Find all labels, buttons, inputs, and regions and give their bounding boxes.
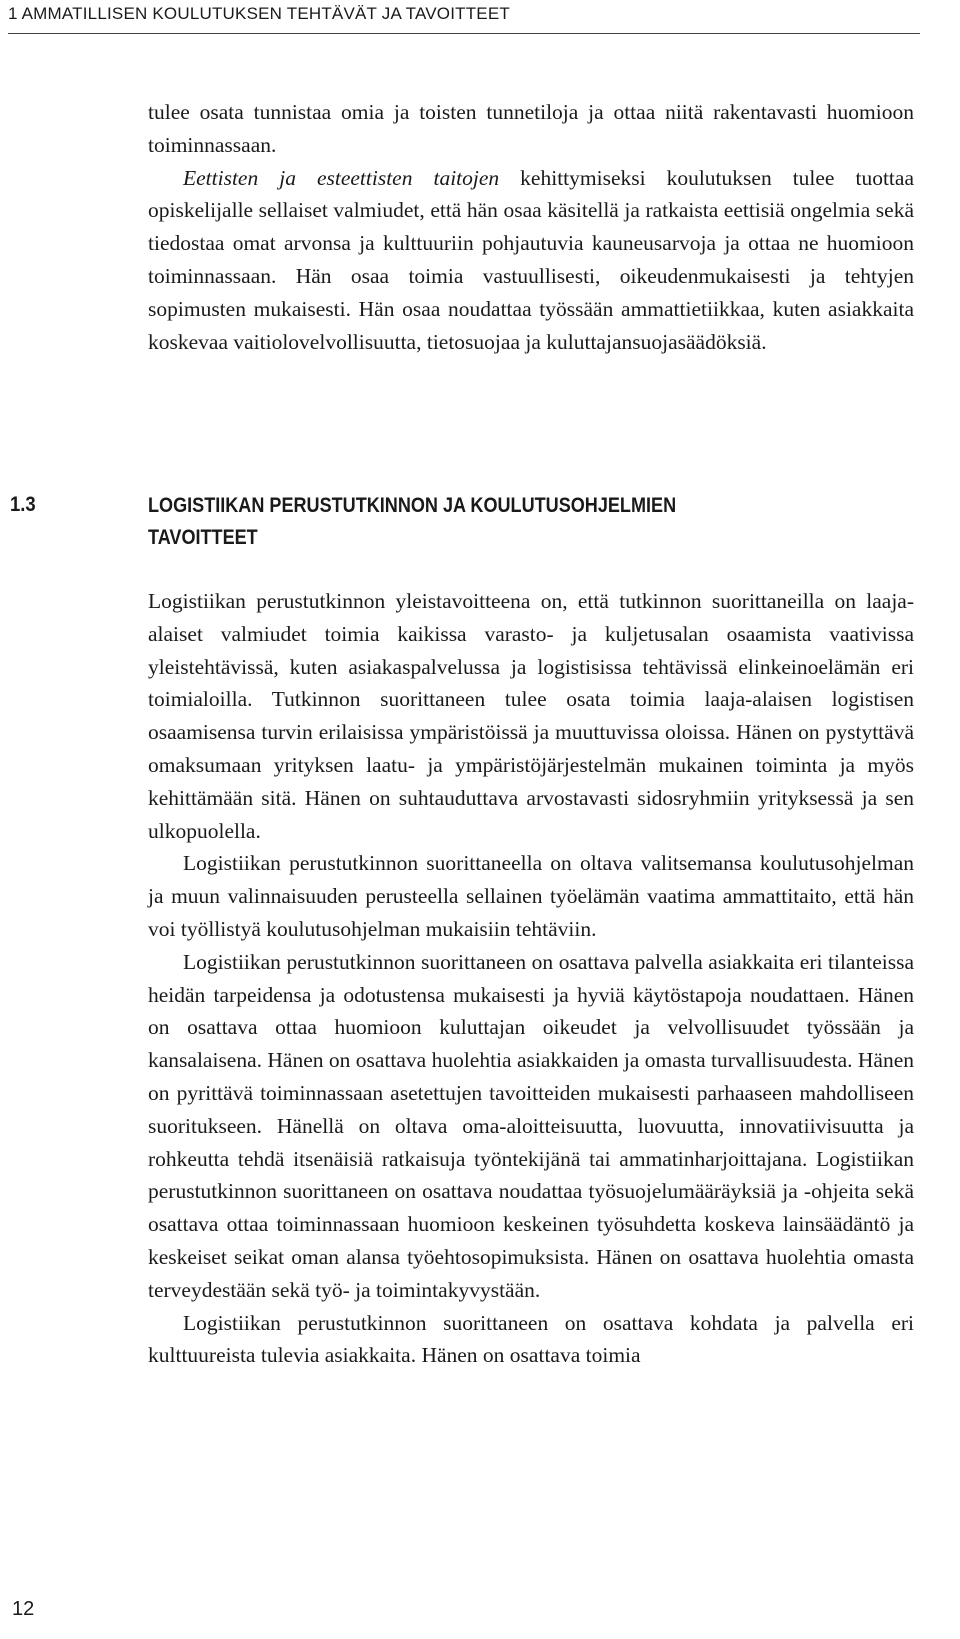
intro-continuation-paragraph: tulee osata tunnistaa omia ja toisten tunnetiloja ja ottaa niitä rakentavasti huomioon toiminnassaan.	[148, 100, 914, 157]
section-title-line-2: TAVOITTEET	[148, 526, 258, 549]
paragraph-general-goal: Logistiikan perustutkinnon yleistavoitteena on, että tutkinnon suorittaneilla on laaja-alaiset valmiudet toimia kaikissa varasto- ja kuljetusalan osaamista vaativissa yleistehtävissä, kuten asiakaspalvelussa ja logistisissa tehtävissä elinkeinoelämän eri toimialoilla. Tutkinnon suorittaneen tulee osata toimia laaja-alaisen logistisen osaamisensa turvin erilaisissa ympäristöissä ja muuttuvissa oloissa. Hänen on pystyttävä omaksumaan yrityksen laatu- ja ympäristöjärjestelmän mukainen toiminta ja myös kehittämään sitä. Hänen on suhtauduttava arvostavasti sidosryhmiin yrityksessä ja sen ulkopuolella.	[148, 589, 914, 843]
section-title-line-1: LOGISTIIKAN PERUSTUTKINNON JA KOULUTUSOHJELMIEN	[148, 494, 677, 517]
header-rule	[8, 33, 920, 34]
ethics-text: kehittymiseksi koulutuksen tulee tuottaa opiskelijalle sellaiset valmiudet, että hän osaa käsitellä ja ratkaista eettisiä ongelmia sekä tiedostaa omat arvonsa ja kulttuuriin pohjautuvia kauneusarvoja ja ottaa ne huomioon toiminnassaan. Hän osaa toimia vastuullisesti, oikeudenmukaisesti ja tehtyjen sopimusten mukaisesti. Hän osaa noudattaa työssään ammattietiikkaa, kuten asiakkaita koskevaa vaitiolovelvollisuutta, tietosuojaa ja kuluttajansuojasäädöksiä.	[148, 165, 914, 354]
page-number: 12	[12, 1598, 35, 1620]
intro-block	[148, 96, 914, 358]
paragraph-customer-service: Logistiikan perustutkinnon suorittaneen on osattava palvella asiakkaita eri tilanteissa heidän tarpeidensa ja odotustensa mukaisesti ja hyviä käytöstapoja noudattaen. Hänen on osattava ottaa huomioon kuluttajan oikeudet ja velvollisuudet työssään ja kansalaisena. Hänen on osattava huolehtia asiakkaiden ja omasta turvallisuudesta. Hänen on pyrittävä toiminnassaan asetettujen tavoitteiden mukaisesti parhaaseen mahdolliseen suoritukseen. Hänellä on oltava oma-aloitteisuutta, luovuutta, innovatiivisuutta ja rohkeutta tehdä itsenäisiä ratkaisuja työntekijänä tai ammatinharjoittajana. Logistiikan perustutkinnon suorittaneen on osattava noudattaa työsuojelumääräyksiä ja -ohjeita sekä osattava ottaa toiminnassaan huomioon keskeinen työsuhdetta koskeva lainsäädäntö ja keskeiset seikat oman alansa työehtosopimuksista. Hänen on osattava huolehtia omasta terveydestään sekä työ- ja toimintakyvystään.	[148, 949, 914, 1302]
ethics-term: Eettisten ja esteettisten taitojen	[183, 165, 500, 190]
running-header: 1 AMMATILLISEN KOULUTUKSEN TEHTÄVÄT JA TAVOITTEET	[8, 4, 510, 23]
paragraph-cultures: Logistiikan perustutkinnon suorittaneen on osattava kohdata ja palvella eri kulttuureista tulevia asiakkaita. Hänen on osattava toimia	[148, 1310, 914, 1368]
paragraph-study-programme: Logistiikan perustutkinnon suorittaneella on oltava valitsemansa koulutusohjelman ja muun valinnaisuuden perusteella sellainen työelämän vaatima ammattitaito, että hän voi työllistyä koulutusohjelman mukaisiin tehtäviin.	[148, 851, 914, 941]
main-text-block	[148, 585, 914, 1372]
ethics-paragraph	[148, 162, 914, 359]
section-number: 1.3	[10, 493, 36, 516]
section-title	[148, 490, 836, 554]
